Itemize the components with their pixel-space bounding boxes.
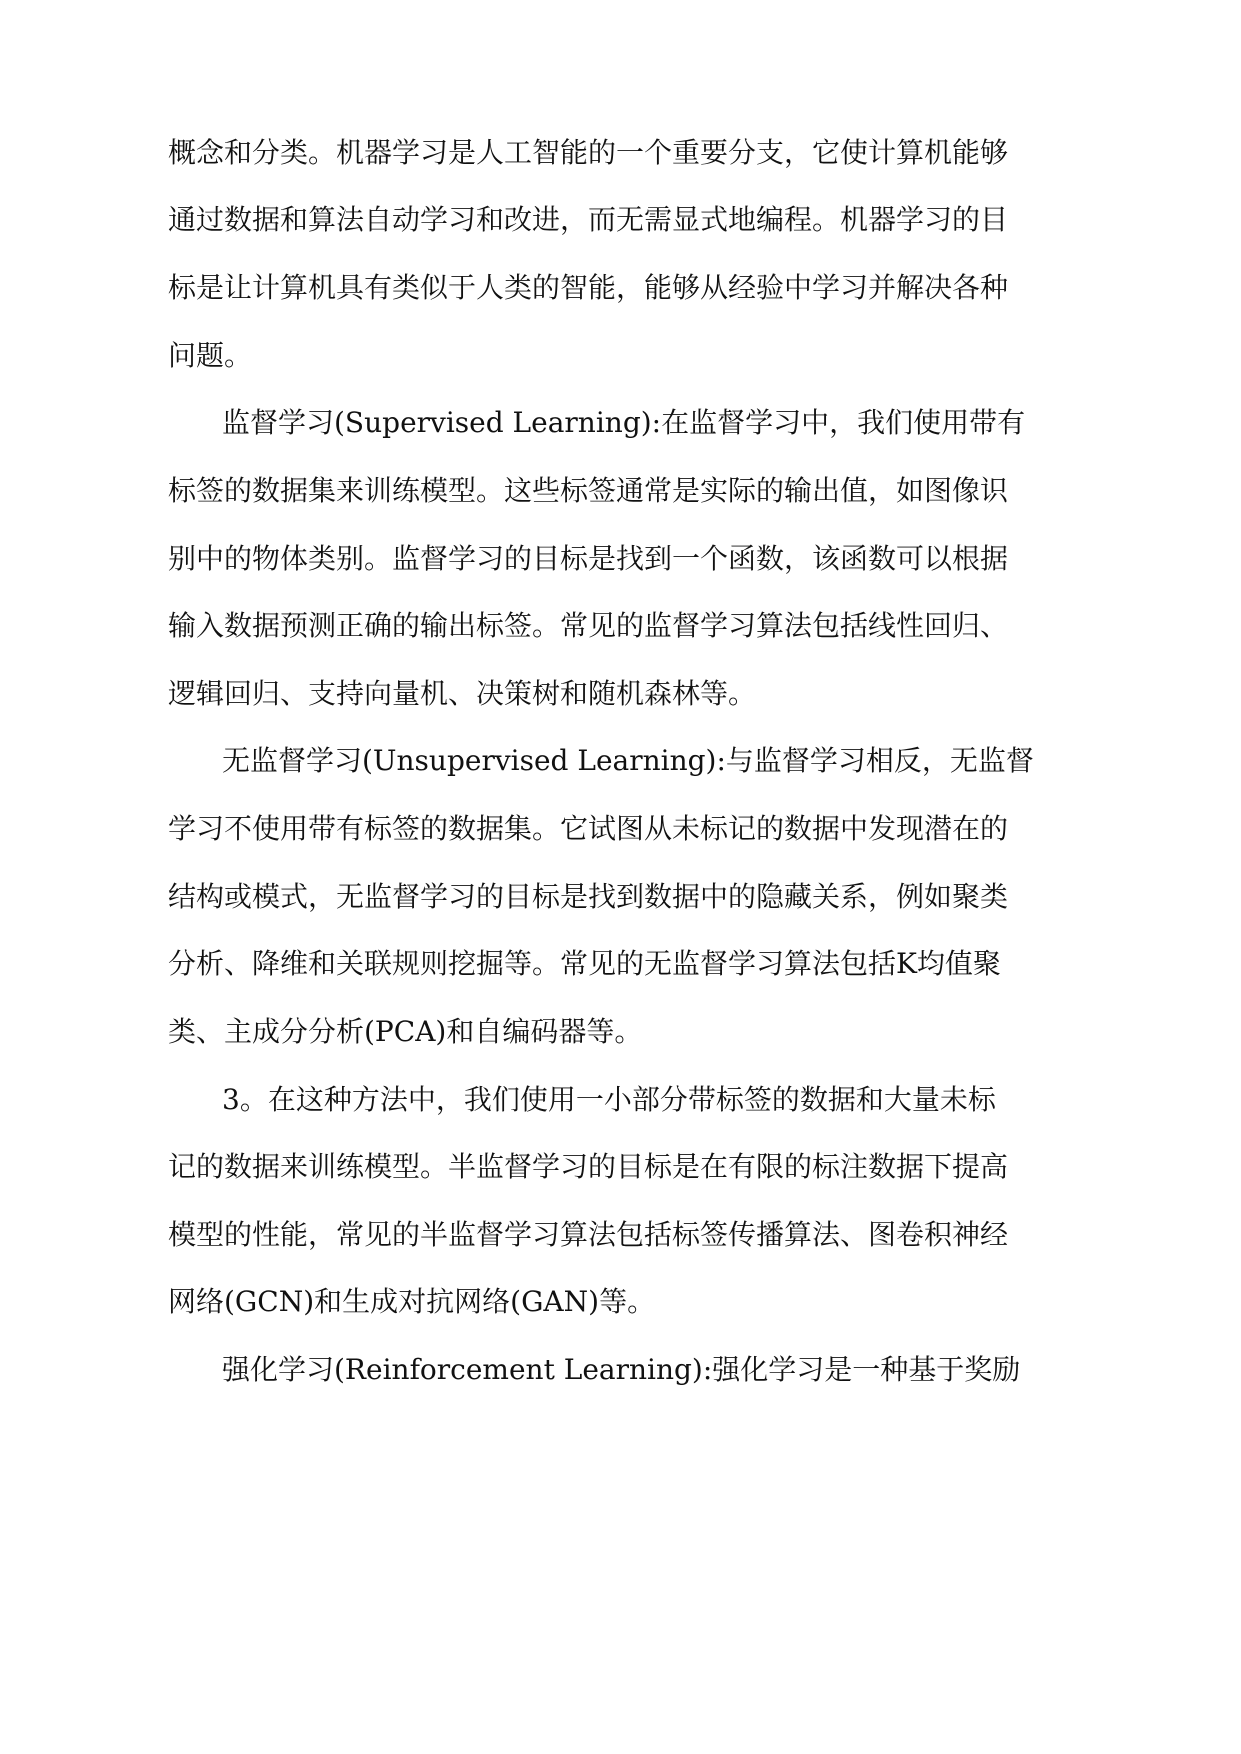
text-line-7: 别中的物体类别。监督学习的目标是找到一个函数，该函数可以根据: [168, 542, 1009, 575]
text-line-11: 学习不使用带有标签的数据集。它试图从未标记的数据中发现潜在的: [168, 812, 1009, 845]
text-line-1: 概念和分类。机器学习是人工智能的一个重要分支，它使计算机能够: [168, 136, 1009, 169]
text-line-6: 标签的数据集来训练模型。这些标签通常是实际的输出值，如图像识: [168, 474, 1009, 507]
text-line-3: 标是让计算机具有类似于人类的智能，能够从经验中学习并解决各种: [168, 271, 1009, 304]
text-line-12: 结构或模式，无监督学习的目标是找到数据中的隐藏关系，例如聚类: [168, 880, 1009, 913]
text-line-15: 3。在这种方法中，我们使用一小部分带标签的数据和大量未标: [222, 1083, 996, 1116]
text-line-14: 类、主成分分析(PCA)和自编码器等。: [168, 1015, 643, 1048]
text-line-2: 通过数据和算法自动学习和改进，而无需显式地编程。机器学习的目: [168, 203, 1009, 236]
text-line-16: 记的数据来训练模型。半监督学习的目标是在有限的标注数据下提高: [168, 1150, 1009, 1183]
text-line-19: 强化学习(Reinforcement Learning):强化学习是一种基于奖励: [222, 1353, 1021, 1386]
text-line-10: 无监督学习(Unsupervised Learning):与监督学习相反，无监督: [222, 744, 1034, 777]
text-line-13: 分析、降维和关联规则挖掘等。常见的无监督学习算法包括K均值聚: [168, 947, 1001, 980]
text-line-18: 网络(GCN)和生成对抗网络(GAN)等。: [168, 1285, 656, 1318]
text-line-4: 问题。: [168, 339, 253, 372]
text-line-5: 监督学习(Supervised Learning):在监督学习中，我们使用带有: [222, 406, 1026, 439]
text-line-9: 逻辑回归、支持向量机、决策树和随机森林等。: [168, 677, 757, 710]
text-line-8: 输入数据预测正确的输出标签。常见的监督学习算法包括线性回归、: [168, 609, 1009, 642]
text-line-17: 模型的性能，常见的半监督学习算法包括标签传播算法、图卷积神经: [168, 1218, 1009, 1251]
